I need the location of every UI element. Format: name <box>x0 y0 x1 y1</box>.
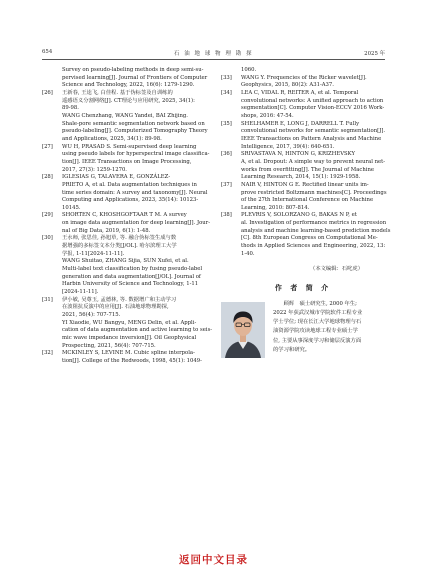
reference-line: 遥感语义分割网络[J]. CT理论与应用研究, 2025, 34(1): <box>62 97 195 104</box>
reference-entry <box>221 75 385 90</box>
reference-line: Harbin University of Science and Technology, 1-11 <box>62 281 199 288</box>
reference-line: 89-98. <box>62 105 79 112</box>
reference-line: SRIVASTAVA N, HINTON G, KRIZHEVSKY <box>241 151 355 158</box>
reference-line: 王新春, 王逵飞, 白佳程. 基于伪标签及自训练的 <box>62 89 173 96</box>
reference-line: [2024-11-11]. <box>62 289 99 296</box>
reference-entry <box>42 350 206 365</box>
reference-line: Multi-label text classification by fusing pseudo-label <box>62 266 203 273</box>
reference-line: Prospecting, 2021, 56(4): 707-715. <box>62 342 156 349</box>
reference-line: [C]. 8th European Congress on Computational Me- <box>241 235 378 242</box>
reference-entry <box>221 151 385 182</box>
reference-number: [30] <box>42 235 53 242</box>
reference-line: Learning, 2010: 807-814. <box>241 204 310 211</box>
journal-year: 2025 年 <box>364 51 385 57</box>
reference-entry <box>42 296 213 351</box>
header-rule <box>42 59 385 60</box>
reference-line: shops, 2016: 47-54. <box>241 112 294 119</box>
reference-line: A, et al. Dropout: A simple way to prevent neural net- <box>241 158 386 165</box>
reference-line: PRIETO A, et al. Data augmentation techniques in <box>62 181 197 188</box>
author-bio-line: 2022 年获武汉城市学院软件工程专业 <box>273 309 363 316</box>
reference-line: using pseudo labels for hyperspectral image classifica- <box>62 151 210 158</box>
author-section-title: 作 者 简 介 <box>274 283 332 293</box>
author-bio-line: 学士学位; 现在长江大学地球物理与石 <box>273 319 362 326</box>
journal-title: 石 油 地 球 物 理 勘 探 <box>173 51 254 57</box>
author-bio-line: 位, 主要从事深度学习和储层反演方面 <box>273 337 362 344</box>
reference-number: [35] <box>221 120 232 127</box>
reference-number: [38] <box>221 212 232 219</box>
reference-line: convolutional networks: A unified approach to action <box>241 97 384 104</box>
reference-number: [37] <box>221 181 232 188</box>
reference-line: Science and Technology, 2022, 16(6): 1279-1290. <box>62 82 195 89</box>
author-bio <box>273 300 385 355</box>
reference-line: Computing and Applications, 2023, 35(14): 10123- <box>62 197 199 204</box>
reference-line: WANG Chenzhang, WANG Yandei, BAI Zhijing. <box>62 112 188 119</box>
reference-entry <box>42 90 206 144</box>
reference-line: 10145. <box>62 204 81 211</box>
reference-number: [31] <box>42 296 53 303</box>
reference-line: mic wave impedance inversion[J]. Oil Geophysical <box>62 334 197 341</box>
right-reference-list <box>221 67 391 258</box>
reference-entry <box>221 212 391 258</box>
reference-line: pseudo-labeling[J]. Computerized Tomography Theory <box>62 128 208 135</box>
reference-entry <box>221 121 385 152</box>
reference-line: convolutional networks for semantic segmentation[J]. <box>241 128 386 135</box>
reference-entry <box>42 212 211 235</box>
reference-line: 2021, 56(4): 707-715. <box>62 312 121 318</box>
reference-line: tion[J]. IEEE Transactions on Image Processing, <box>62 158 192 165</box>
reference-entry <box>221 182 385 213</box>
reference-line: MCKINLEY S, LEVINE M. Cubic spline interpola- <box>62 350 195 357</box>
reference-entry <box>221 90 385 121</box>
right-column <box>221 67 391 370</box>
reference-line: Geophysics, 2015, 80(2): A31-A37. <box>241 82 334 89</box>
reference-line: prove restricted Boltzmann machines[C]. Proceedings <box>241 189 387 196</box>
reference-number: [33] <box>221 74 232 81</box>
reference-line: Survey on pseudo-labeling methods in deep semi-su- <box>62 67 204 73</box>
reference-line: analysis and machine learning-based prediction models <box>241 227 391 234</box>
reference-line: Shale-pore semantic segmentation network based on <box>62 120 205 127</box>
reference-line: generation and data augmentation[J/OL]. Journal of <box>62 273 201 280</box>
reference-line: nal of Big Data, 2019, 6(1): 1-48. <box>62 227 151 234</box>
reference-line: thods in Applied Sciences and Engineering, 2022, 13: <box>241 243 386 250</box>
reference-line: segmentation[C]. Computer Vision-ECCV 2016 Work- <box>241 105 385 112</box>
reference-line: 1-40. <box>241 250 255 257</box>
reference-number: [26] <box>42 89 53 96</box>
author-bio-line: 顾辉 硕士研究生, 2000 年生; <box>273 300 357 307</box>
reference-line: Intelligence, 2017, 39(4): 640-651. <box>241 143 335 150</box>
reference-line: tion[J]. College of the Redwoods, 1998, 45(1): 1049- <box>62 357 202 364</box>
reference-line: WANG Y. Frequencies of the Ricker wavelet[J]. <box>241 74 367 81</box>
reference-line: of the 27th International Conference on Machine <box>241 197 374 204</box>
page-header <box>42 49 385 59</box>
author-block <box>221 300 385 370</box>
reference-line: cation of data augmentation and active learning to seis- <box>62 327 213 334</box>
reference-number: [34] <box>221 89 232 96</box>
reference-entry <box>42 174 206 212</box>
reference-line: 1060. <box>241 67 257 73</box>
reference-line: 在波阻抗反演中的应用[J]. 石油地球物理勘探, <box>62 304 169 311</box>
reference-line: IEEE Transactions on Pattern Analysis and Machine <box>241 135 382 142</box>
reference-line: LEA C, VIDAL R, REITER A, et al. Temporal <box>241 89 359 96</box>
reference-line: al. Investigation of performance metrics in regression <box>241 220 387 227</box>
reference-number: [29] <box>42 212 53 219</box>
author-photo <box>221 302 265 358</box>
reference-number: [36] <box>221 151 232 158</box>
reference-line: WANG Shuitao, ZHANG Sijia, SUN Xufei, et al. <box>62 258 189 265</box>
reference-entry <box>42 143 210 175</box>
reference-number: [28] <box>42 174 53 181</box>
author-bio-line: 的学习和研究。 <box>273 346 311 353</box>
left-column <box>42 67 213 366</box>
reference-number: [32] <box>42 350 53 357</box>
reference-entry <box>221 67 385 75</box>
author-bio-line: 油资源学院攻读地球工程专业硕士学 <box>273 328 358 335</box>
reference-line: 王水师, 张思佳, 孙旭草, 等. 融合伪标签生成与数 <box>62 235 177 242</box>
reference-line: Learning Research, 2014, 15(1): 1929-1958. <box>241 174 361 181</box>
reference-line: YI Xiaodie, WU Bangyu, MENG Delin, et al. Appli- <box>62 319 197 326</box>
reference-line: on image data augmentation for deep learning[J]. Jour- <box>62 220 211 227</box>
reference-line: PLEVRIS V, SOLORZANO G, BAKAS N P, et <box>241 212 357 219</box>
reference-line: 伊小敏, 吴尊玉, 孟德林, 等. 数据增广和主动学习 <box>62 296 177 303</box>
reference-line: SHELHAMER E, LONG J, DARRELL T. Fully <box>241 120 360 127</box>
reference-entry <box>42 67 206 90</box>
reference-line: IGLESIAS G, TALAVERA E, GONZÁLEZ- <box>62 174 171 181</box>
page-number: 654 <box>42 49 53 55</box>
reference-line: SHORTEN C, KHOSHGOFTAAR T M. A survey <box>62 212 187 219</box>
reference-line: 2017, 27(3): 1259-1270. <box>62 166 127 173</box>
reference-line: and Applications, 2025, 34(1): 89-98. <box>62 135 162 142</box>
reference-entry <box>42 235 206 296</box>
reference-line: WU H, PRASAD S. Semi-supervised deep learning <box>62 143 197 150</box>
back-to-chinese-toc-link[interactable]: 返回中文目录 <box>179 554 248 566</box>
reference-line: 据增强的多标签文本分类[J/OL]. 哈尔滨理工大学 <box>62 243 177 250</box>
reference-line: works from overfitting[J]. The Journal of Machine <box>241 166 375 173</box>
reference-line: NAIR V, HINTON G E. Rectified linear units im- <box>241 181 369 188</box>
reference-line: pervised learning[J]. Journal of Frontiers of Computer <box>62 74 208 81</box>
editor-note: （本文编辑：石叱虎） <box>310 266 363 273</box>
reference-line: 学报, 1-11[2024-11-11]. <box>62 250 125 257</box>
reference-number: [27] <box>42 143 53 150</box>
reference-line: time series domain: A survey and taxonomy[J]. Neural <box>62 189 208 196</box>
